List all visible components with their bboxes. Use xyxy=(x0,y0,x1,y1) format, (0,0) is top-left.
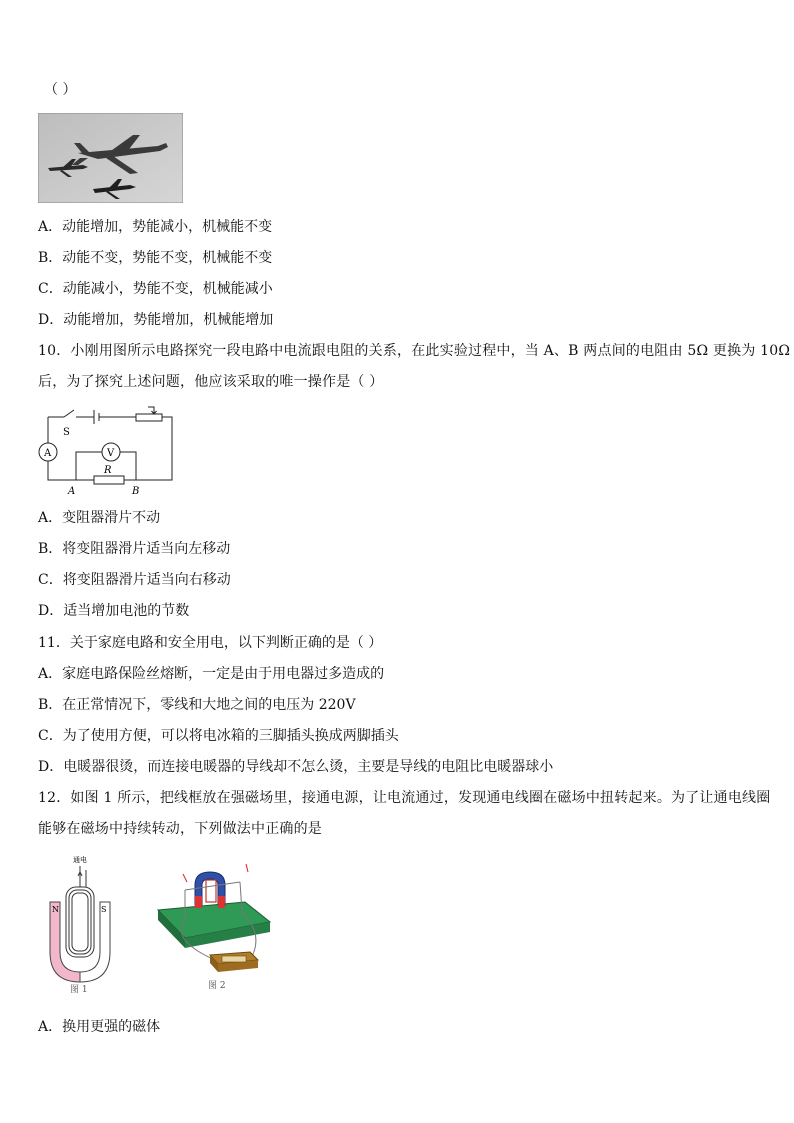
magnet-s-label: S xyxy=(101,905,107,914)
ammeter-label: A xyxy=(44,448,52,459)
fig1-top-label: 通电 xyxy=(73,856,87,864)
q11-option-c: C．为了使用方便，可以将电冰箱的三脚插头换成两脚插头 xyxy=(38,728,399,744)
q12-stem-line2: 能够在磁场中持续转动，下列做法中正确的是 xyxy=(38,821,322,837)
q9-option-a: A．动能增加，势能减小，机械能不变 xyxy=(38,219,273,235)
resistor-label: R xyxy=(104,465,112,476)
q11-option-b: B．在正常情况下，零线和大地之间的电压为 220V xyxy=(38,697,356,713)
switch-label-s: S xyxy=(63,427,70,438)
q10-stem-line2: 后，为了探究上述问题，他应该采取的唯一操作是（ ） xyxy=(38,374,384,390)
q9-stem-tail: （ ） xyxy=(44,82,77,98)
q9-option-c: C．动能减小，势能不变，机械能减小 xyxy=(38,281,273,297)
q12-figure-2-motor-apparatus xyxy=(150,860,280,995)
q10-option-a: A．变阻器滑片不动 xyxy=(38,510,161,526)
q12-option-a: A．换用更强的磁体 xyxy=(38,1019,161,1035)
q9-option-d: D．动能增加，势能增加，机械能增加 xyxy=(38,312,274,328)
magnet-n-label: N xyxy=(52,905,59,914)
fig1-caption: 图 1 xyxy=(70,985,88,995)
q9-airplane-photo xyxy=(38,113,183,203)
q11-option-a: A．家庭电路保险丝熔断，一定是由于用电器过多造成的 xyxy=(38,666,385,682)
q9-option-b: B．动能不变，势能不变，机械能不变 xyxy=(38,250,273,266)
q10-option-d: D．适当增加电池的节数 xyxy=(38,603,190,619)
q11-stem: 11．关于家庭电路和安全用电，以下判断正确的是（ ） xyxy=(38,635,383,651)
voltmeter-label: V xyxy=(107,448,115,459)
point-b-label: B xyxy=(132,486,140,497)
q12-stem-line1: 12．如图 1 所示，把线框放在强磁场里，接通电源，让电流通过，发现通电线圈在磁场中扭转起来。为了让通电线圈 xyxy=(38,790,771,806)
point-a-label: A xyxy=(68,486,76,497)
q10-option-c: C．将变阻器滑片适当向右移动 xyxy=(38,572,231,588)
q10-circuit-diagram xyxy=(36,405,181,500)
q12-figure-1-magnet-coil xyxy=(40,852,120,997)
fig2-caption: 图 2 xyxy=(208,981,226,991)
q10-stem-line1: 10．小刚用图所示电路探究一段电路中电流跟电阻的关系，在此实验过程中，当 A、B 两点间的电阻由 5Ω 更换为 10Ω xyxy=(38,343,791,359)
q11-option-d: D．电暖器很烫，而连接电暖器的导线却不怎么烫，主要是导线的电阻比电暖器球小 xyxy=(38,759,554,775)
q10-option-b: B．将变阻器滑片适当向左移动 xyxy=(38,541,231,557)
